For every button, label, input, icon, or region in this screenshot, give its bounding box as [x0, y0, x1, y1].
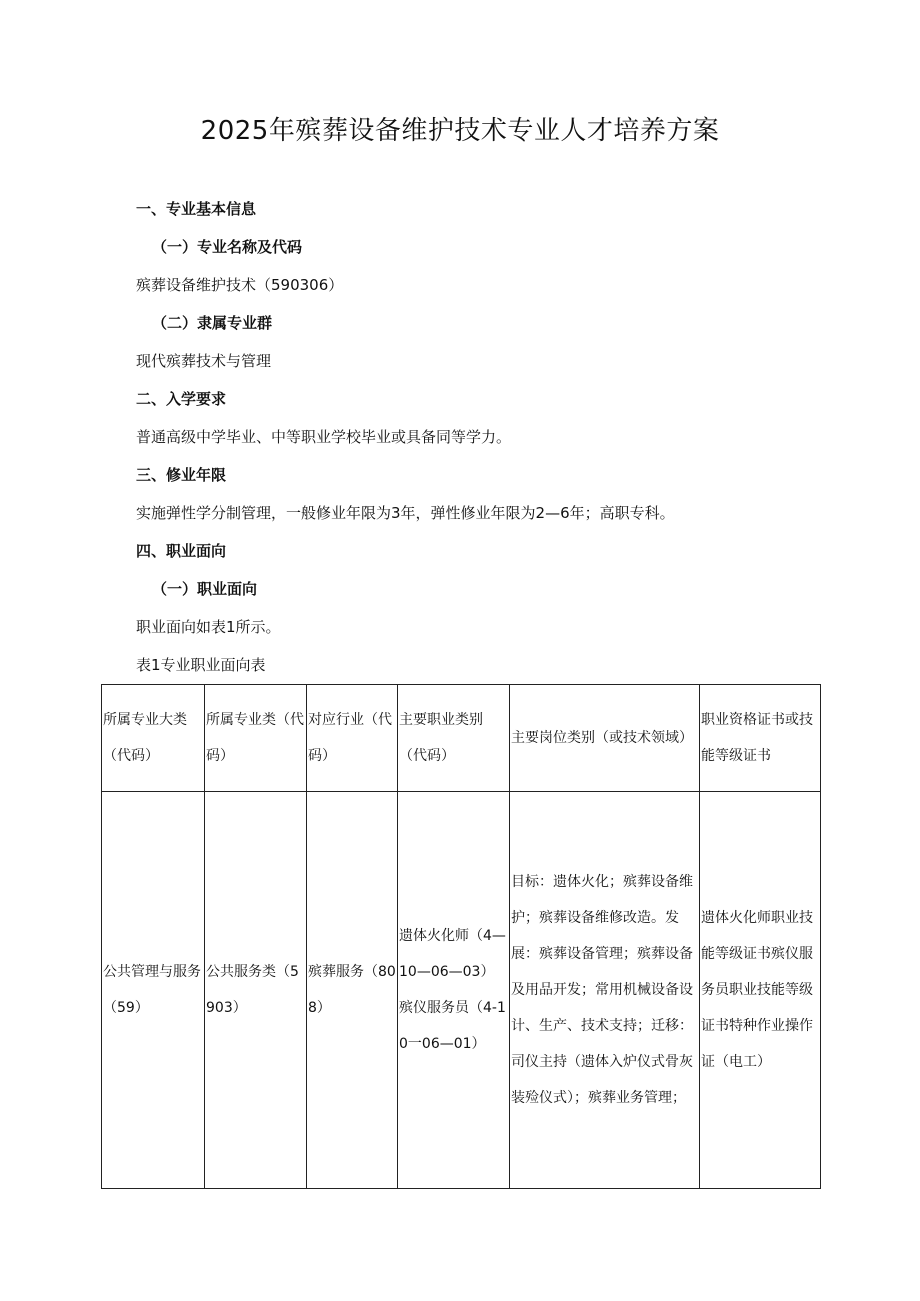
cell-positions: 目标：遗体火化；殡葬设备维护；殡葬设备维修改造。发展：殡葬设备管理；殡葬设备及用品开发；常用机械设备设计、生产、技术支持；迁移：司仪主持（遗体入炉仪式骨灰装殓仪式）；殡葬业务管理；	[510, 792, 700, 1189]
paragraph-career: 职业面向如表1所示。	[136, 618, 281, 636]
header-cell: 职业资格证书或技能等级证书	[700, 685, 821, 792]
cell-major-category: 公共管理与服务（59）	[102, 792, 205, 1189]
section-heading-career: 四、职业面向	[136, 542, 227, 560]
cell-certificates: 遗体火化师职业技能等级证书殡仪服务员职业技能等级证书特种作业操作证（电工）	[700, 792, 821, 1189]
table-row	[102, 792, 821, 1189]
cell-major-class: 公共服务类（5903）	[205, 792, 307, 1189]
section-heading-basic-info: 一、专业基本信息	[136, 200, 257, 218]
table-caption: 表1专业职业面向表	[136, 656, 266, 674]
section-heading-admission: 二、入学要求	[136, 390, 227, 408]
header-cell: 所属专业大类（代码）	[102, 685, 205, 792]
subheading-major-name: （一）专业名称及代码	[152, 238, 303, 256]
career-table	[101, 684, 821, 1189]
table-header-row	[102, 685, 821, 792]
document-title: 2025年殡葬设备维护技术专业人才培养方案	[200, 116, 720, 146]
header-cell: 所属专业类（代码）	[205, 685, 307, 792]
header-cell: 主要职业类别（代码）	[398, 685, 510, 792]
paragraph-admission: 普通高级中学毕业、中等职业学校毕业或具备同等学力。	[136, 428, 512, 446]
paragraph-major-group: 现代殡葬技术与管理	[136, 352, 272, 370]
paragraph-duration: 实施弹性学分制管理，一般修业年限为3年，弹性修业年限为2—6年；高职专科。	[136, 504, 675, 522]
header-cell: 主要岗位类别（或技术领域）	[510, 685, 700, 792]
cell-industry: 殡葬服务（808）	[307, 792, 398, 1189]
paragraph-major-name: 殡葬设备维护技术（590306）	[136, 276, 344, 294]
cell-occupation: 遗体火化师（4—10—06—03）殡仪服务员（4-10一06—01）	[398, 792, 510, 1189]
subheading-career: （一）职业面向	[152, 580, 258, 598]
header-cell: 对应行业（代码）	[307, 685, 398, 792]
subheading-major-group: （二）隶属专业群	[152, 314, 273, 332]
section-heading-duration: 三、修业年限	[136, 466, 227, 484]
